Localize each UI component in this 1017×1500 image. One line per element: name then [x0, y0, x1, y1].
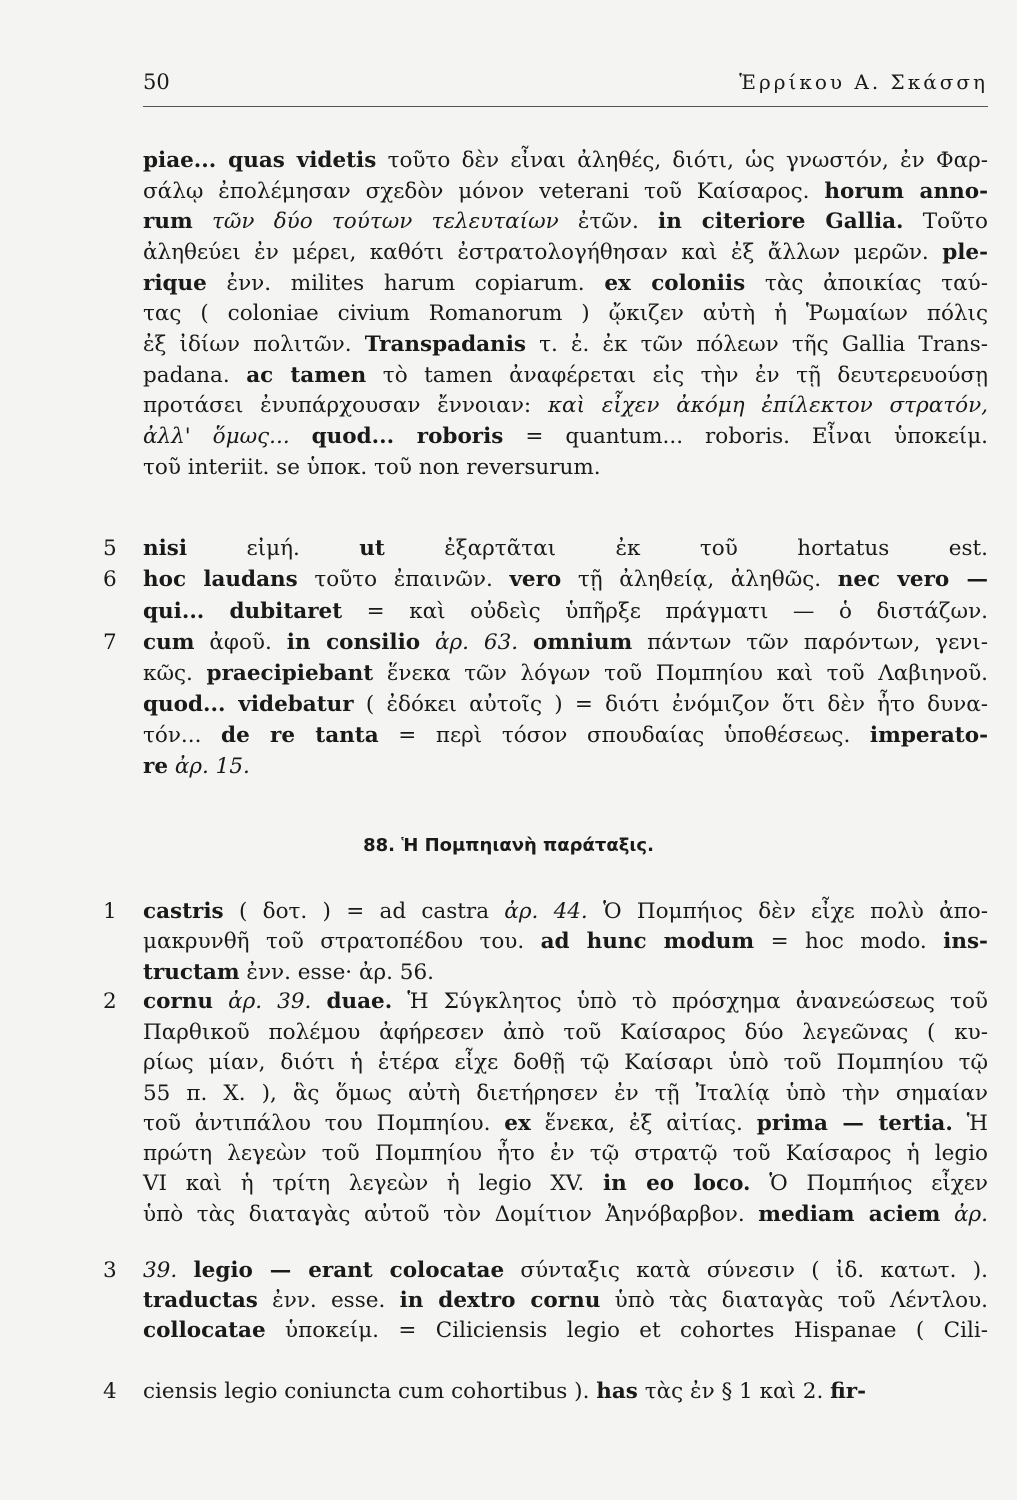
gloss-text [177, 1258, 193, 1283]
text-line [143, 1199, 988, 1230]
text-line [143, 986, 988, 1017]
lemma: in citeriore Gallia. [658, 209, 904, 234]
lemma: hoc laudans [143, 567, 298, 592]
lemma: ac tamen [246, 363, 367, 388]
gloss-text [193, 209, 212, 234]
lemma: re [143, 754, 169, 779]
gloss-text: Ὁ Πομπήιος εἶχεν [750, 1171, 989, 1196]
lemma: prima — tertia. [756, 1111, 953, 1136]
italic-text: καὶ εἶχεν ἀκόμη ἐπίλεκτον στρατόν, [547, 393, 988, 418]
gloss-text: Ἡ Σύγκλητος ὑπὸ τὸ πρόσχημα ἀνανεώσεως τοῦ [392, 989, 988, 1014]
gloss-text: μακρυνθῆ τοῦ στρατοπέδου του. [143, 929, 541, 954]
text-line [143, 390, 988, 421]
gloss-text: πάντων τῶν παρόντων, γενι- [632, 630, 988, 655]
gloss-text [518, 630, 533, 655]
italic-text: 39. [143, 1258, 178, 1283]
text-line [143, 1017, 988, 1048]
gloss-text: προτάσει ἐνυπάρχουσαν ἔννοιαν: [143, 393, 548, 418]
lemma: rique [143, 271, 207, 296]
lemma: quod... videbatur [143, 692, 354, 717]
lemma: ins- [943, 929, 988, 954]
gloss-text: ciensis legio coniuncta cum cohortibus ). [143, 1379, 597, 1404]
italic-text: τῶν δύο τούτων τελευταίων [211, 209, 559, 234]
lemma: in dextro cornu [399, 1288, 601, 1313]
gloss-text: ( δοτ. ) = ad castra [223, 899, 505, 924]
lemma: legio — erant colocatae [193, 1258, 505, 1283]
gloss-text: ἐνν. esse· ἀρ. 56. [239, 960, 434, 985]
lemma: cum [143, 630, 195, 655]
gloss-text [940, 1202, 954, 1227]
gloss-text: = hoc modo. [754, 929, 944, 954]
text-line [143, 1078, 988, 1109]
lemma: imperato- [869, 723, 989, 748]
page-number: 50 [143, 70, 170, 94]
lemma: quod... roboris [311, 424, 504, 449]
gloss-text: ἕνεκα τῶν λόγων τοῦ Πομπηίου καὶ τοῦ Λαβιηνοῦ. [373, 661, 988, 686]
gloss-text: Παρθικοῦ πολέμου ἀφήρεσεν ἀπὸ τοῦ Καίσαρος δύο λεγεῶνας ( κυ- [143, 1020, 988, 1045]
gloss-text: padana. [143, 363, 247, 388]
gloss-text: ὑπὸ τὰς διαταγὰς αὐτοῦ τὸν Δομίτιον Ἀηνόβαρβον. [143, 1202, 759, 1227]
lemma: rum [143, 209, 193, 234]
lemma: ad hunc modum [540, 929, 755, 954]
lemma: praecipiebant [206, 661, 374, 686]
text-line [143, 658, 988, 689]
text-line [143, 1376, 988, 1407]
gloss-text [168, 754, 175, 779]
lemma: tructam [143, 960, 240, 985]
lemma: de re tanta [221, 723, 379, 748]
lemma: piae... quas videtis [143, 148, 377, 173]
lemma: duae. [326, 989, 393, 1014]
gloss-text: ἀφοῦ. [194, 630, 287, 655]
text-line [143, 926, 988, 957]
gloss-text: ἐξ ἰδίων πολιτῶν. [143, 332, 365, 357]
text-line [143, 298, 988, 329]
lemma: has [596, 1379, 638, 1404]
line-number: 4 [103, 1379, 117, 1404]
text-line [143, 564, 988, 595]
gloss-text: ἐνν. esse. [257, 1288, 400, 1313]
lemma: ut [359, 536, 385, 561]
gloss-text: Τοῦτο [903, 209, 988, 234]
gloss-text: τοῦ interiit. se ὑποκ. τοῦ non reversurum. [143, 455, 601, 480]
lemma: nisi [143, 536, 188, 561]
text-line [143, 1168, 988, 1199]
italic-text: ἀρ. 39. [228, 989, 312, 1014]
line-number: 6 [103, 567, 117, 592]
text-line [143, 720, 988, 751]
gloss-text: ὑπὸ τὰς διαταγὰς τοῦ Λέντλου. [600, 1288, 988, 1313]
line-number: 2 [103, 989, 117, 1014]
italic-text: ἀρ. [953, 1202, 988, 1227]
lemma: horum anno- [824, 179, 988, 204]
text-line [143, 751, 988, 782]
gloss-text: = καὶ οὐδεὶς ὑπῆρξε πράγματι — ὁ διστάζων. [342, 599, 988, 624]
gloss-text: ( ἐδόκει αὐτοῖς ) = διότι ἐνόμιζον ὅτι δὲν ἦτο δυνα- [353, 692, 988, 717]
gloss-text: VI καὶ ἡ τρίτη λεγεὼν ἡ legio XV. [143, 1171, 603, 1196]
text-line [143, 329, 988, 360]
line-number: 5 [103, 536, 117, 561]
page-header [143, 70, 988, 107]
gloss-text: = quantum... roboris. Εἶναι ὑποκείμ. [503, 424, 988, 449]
gloss-text: 55 π. Χ. ), ἃς ὅμως αὐτὴ διετήρησεν ἐν τῇ Ἰταλίᾳ ὑπὸ τὴν σημαίαν [143, 1081, 988, 1106]
gloss-text: ἐξαρτᾶται ἐκ τοῦ hortatus est. [384, 536, 988, 561]
text-line [143, 206, 988, 237]
text-line [143, 1315, 988, 1346]
gloss-text: τῇ ἀληθείᾳ, ἀληθῶς. [561, 567, 838, 592]
gloss-text: ὑποκείμ. = Ciliciensis legio et cohortes Hispanae ( Cili- [265, 1318, 988, 1343]
lemma: Transpadanis [364, 332, 526, 357]
gloss-text: ἕνεκα, ἐξ αἰτίας. [530, 1111, 757, 1136]
lemma: nec vero — [837, 567, 988, 592]
gloss-text [290, 424, 312, 449]
gloss-text: σάλῳ ἐπολέμησαν σχεδὸν μόνον veterani τοῦ Καίσαρος. [143, 179, 825, 204]
text-line [143, 596, 988, 627]
gloss-text: ἀληθεύει ἐν μέρει, καθότι ἐστρατολογήθησαν καὶ ἐξ ἄλλων μερῶν. [143, 240, 943, 265]
text-line [143, 533, 988, 564]
gloss-text: τὰς ἀποικίας ταύ- [745, 271, 989, 296]
gloss-text: ρίως μίαν, διότι ἡ ἑτέρα εἶχε δοθῇ τῷ Καίσαρι ὑπὸ τοῦ Πομπηίου τῷ [143, 1050, 988, 1075]
text-line [143, 957, 988, 988]
gloss-text: = περὶ τόσον σπουδαίας ὑποθέσεως. [378, 723, 870, 748]
lemma: collocatae [143, 1318, 266, 1343]
lemma: ple- [942, 240, 988, 265]
lemma: traductas [143, 1288, 258, 1313]
lemma: qui... dubitaret [143, 599, 343, 624]
gloss-text: ἐνν. milites harum copiarum. [206, 271, 605, 296]
line-number: 1 [103, 899, 117, 924]
text-line [143, 421, 988, 452]
gloss-text: τοῦ ἀντιπάλου του Πομπηίου. [143, 1111, 505, 1136]
line-number: 7 [103, 630, 117, 655]
italic-text: ἀρ. 15. [174, 754, 250, 779]
text-line [143, 145, 988, 176]
gloss-text: τ. ἐ. ἐκ τῶν πόλεων τῆς Gallia Trans- [525, 332, 989, 357]
text-line [143, 1047, 988, 1078]
gloss-text: σύνταξις κατὰ σύνεσιν ( ἰδ. κατωτ. ). [504, 1258, 988, 1283]
lemma: in eo loco. [602, 1171, 751, 1196]
gloss-text: τας ( coloniae civium Romanorum ) ᾤκιζεν αὐτὴ ἡ Ῥωμαίων πόλις [143, 301, 988, 326]
line-number: 3 [103, 1258, 117, 1283]
gloss-text: τὸ tamen ἀναφέρεται εἰς τὴν ἐν τῇ δευτερευούσῃ [366, 363, 989, 388]
italic-text: ἀρ. 63. [435, 630, 519, 655]
lemma: in consilio [286, 630, 421, 655]
lemma: ex [504, 1111, 531, 1136]
gloss-text [420, 630, 435, 655]
italic-text: ἀρ. 44. [504, 899, 588, 924]
text-line [143, 452, 988, 483]
gloss-text [311, 989, 326, 1014]
running-head: Ἑρρίκου Α. Σκάσση [739, 70, 988, 94]
text-line [143, 237, 988, 268]
gloss-text: ἐτῶν. [558, 209, 659, 234]
lemma: mediam aciem [758, 1202, 941, 1227]
text-line [143, 1108, 988, 1139]
text-line [143, 176, 988, 207]
gloss-text: Ὁ Πομπήιος δὲν εἶχε πολὺ ἀπο- [587, 899, 988, 924]
text-line [143, 1138, 988, 1169]
text-line [143, 1285, 988, 1316]
text-line [143, 689, 988, 720]
lemma: fir- [830, 1379, 867, 1404]
text-line [143, 268, 988, 299]
lemma: vero [509, 567, 562, 592]
section-title: 88. Ἡ Πομπηιανὴ παράταξις. [363, 835, 654, 856]
gloss-text: τὰς ἐν § 1 καὶ 2. [637, 1379, 831, 1404]
gloss-text: τοῦτο ἐπαινῶν. [297, 567, 510, 592]
text-line [143, 1255, 988, 1286]
gloss-text: πρώτη λεγεὼν τοῦ Πομπηίου ἦτο ἐν τῷ στρατῷ τοῦ Καίσαρος ἡ legio [143, 1141, 988, 1166]
lemma: castris [143, 899, 224, 924]
gloss-text [213, 989, 228, 1014]
gloss-text: τοῦτο δὲν εἶναι ἀληθές, διότι, ὡς γνωστόν, ἐν Φαρ- [376, 148, 988, 173]
text-line [143, 360, 988, 391]
lemma: omnium [533, 630, 633, 655]
gloss-text: τόν... [143, 723, 222, 748]
gloss-text: κῶς. [143, 661, 207, 686]
gloss-text: Ἡ [952, 1111, 988, 1136]
text-line [143, 627, 988, 658]
lemma: ex coloniis [604, 271, 746, 296]
lemma: cornu [143, 989, 214, 1014]
italic-text: ἀλλ' ὅμως... [143, 424, 290, 449]
text-line [143, 896, 988, 927]
gloss-text: εἰμή. [187, 536, 360, 561]
